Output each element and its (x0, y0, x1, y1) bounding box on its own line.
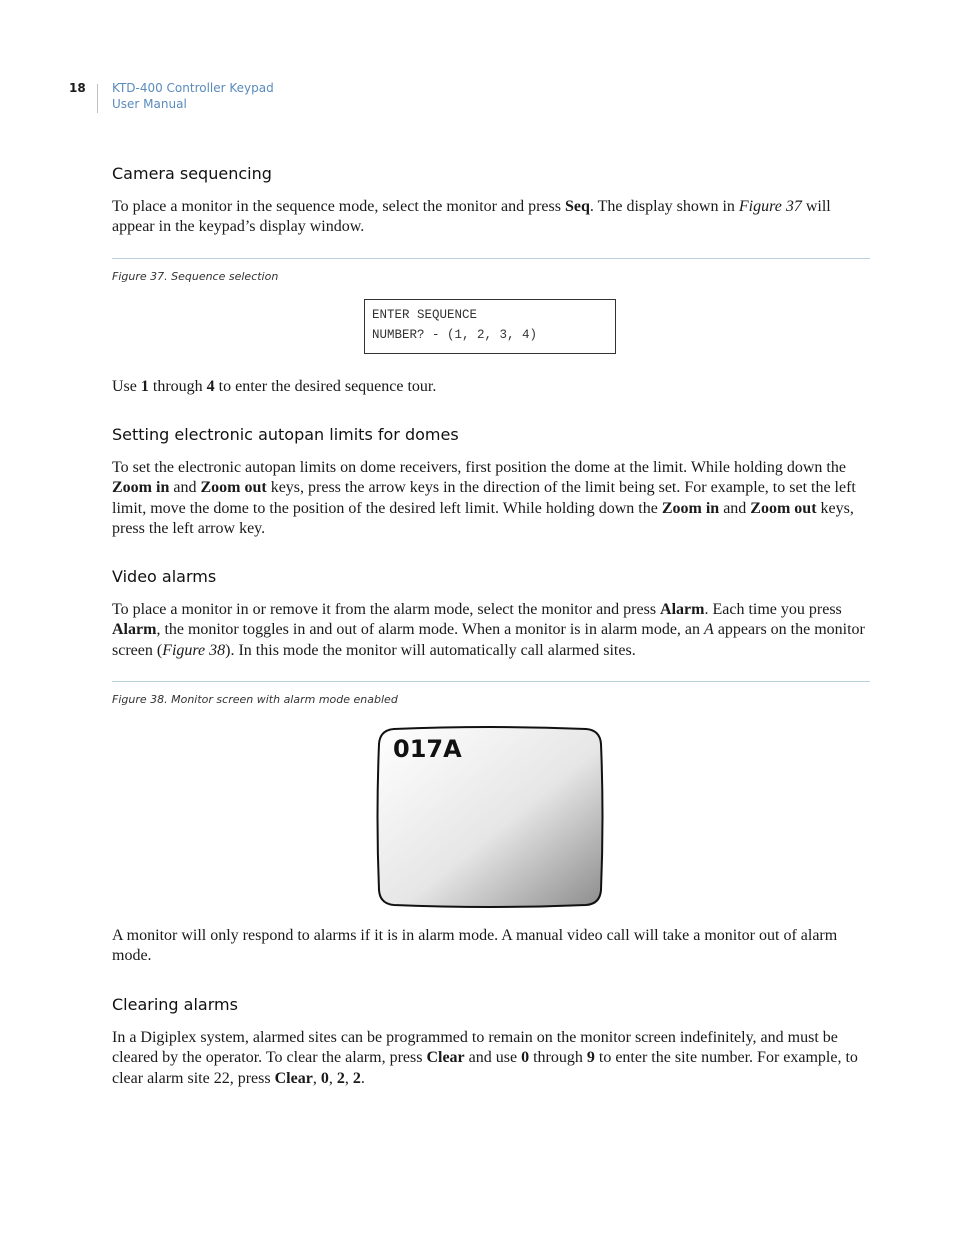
monitor-screen-text: 017A (393, 735, 462, 763)
document-subtitle-line: User Manual (112, 97, 187, 111)
figure-divider (112, 258, 870, 259)
figure-38-caption: Figure 38. Monitor screen with alarm mode enabled (112, 693, 398, 706)
display-line-2: NUMBER? - (1, 2, 3, 4) (372, 328, 538, 342)
document-title (112, 80, 372, 112)
keypad-display (364, 299, 616, 354)
figure-divider (112, 681, 870, 682)
display-line-1: ENTER SEQUENCE (372, 308, 478, 322)
paragraph-video-alarms: To place a monitor in or remove it from the alarm mode, select the monitor and press Alarm. Each time you press Alarm, the monitor toggles in and out of alarm mode. When a monitor is in alarm mode, an A appears on the monitor screen (Figure 38). In this mode the monitor will automatically call alarmed sites. (112, 601, 865, 659)
heading-autopan-limits: Setting electronic autopan limits for domes (112, 425, 459, 444)
page-number: 18 (69, 81, 86, 95)
heading-clearing-alarms: Clearing alarms (112, 995, 238, 1014)
paragraph-sequence-tour: Use 1 through 4 to enter the desired sequence tour. (112, 378, 437, 395)
heading-video-alarms: Video alarms (112, 567, 217, 586)
document-title-line: KTD-400 Controller Keypad (112, 81, 274, 95)
paragraph-autopan-limits: To set the electronic autopan limits on dome receivers, first position the dome at the limit. While holding down the Zoom in and Zoom out keys, press the arrow keys in the direction of the limit being set. For example, to set the left limit, move the dome to the position of the desired left limit. While holding down the Zoom in and Zoom out keys, press the left arrow key. (112, 459, 856, 537)
paragraph-clearing-alarms: In a Digiplex system, alarmed sites can be programmed to remain on the monitor screen indefinitely, and must be cleared by the operator. To clear the alarm, press Clear and use 0 through 9 to enter the site number. For example, to clear alarm site 22, press Clear, 0, 2, 2. (112, 1029, 858, 1087)
figure-37-caption: Figure 37. Sequence selection (112, 270, 279, 283)
paragraph-alarm-mode: A monitor will only respond to alarms if it is in alarm mode. A manual video call will take a monitor out of alarm mode. (112, 927, 838, 965)
heading-camera-sequencing: Camera sequencing (112, 164, 272, 183)
paragraph-camera-sequencing: To place a monitor in the sequence mode, select the monitor and press Seq. The display shown in Figure 37 will appear in the keypad’s display window. (112, 198, 831, 236)
header-divider (97, 84, 98, 113)
